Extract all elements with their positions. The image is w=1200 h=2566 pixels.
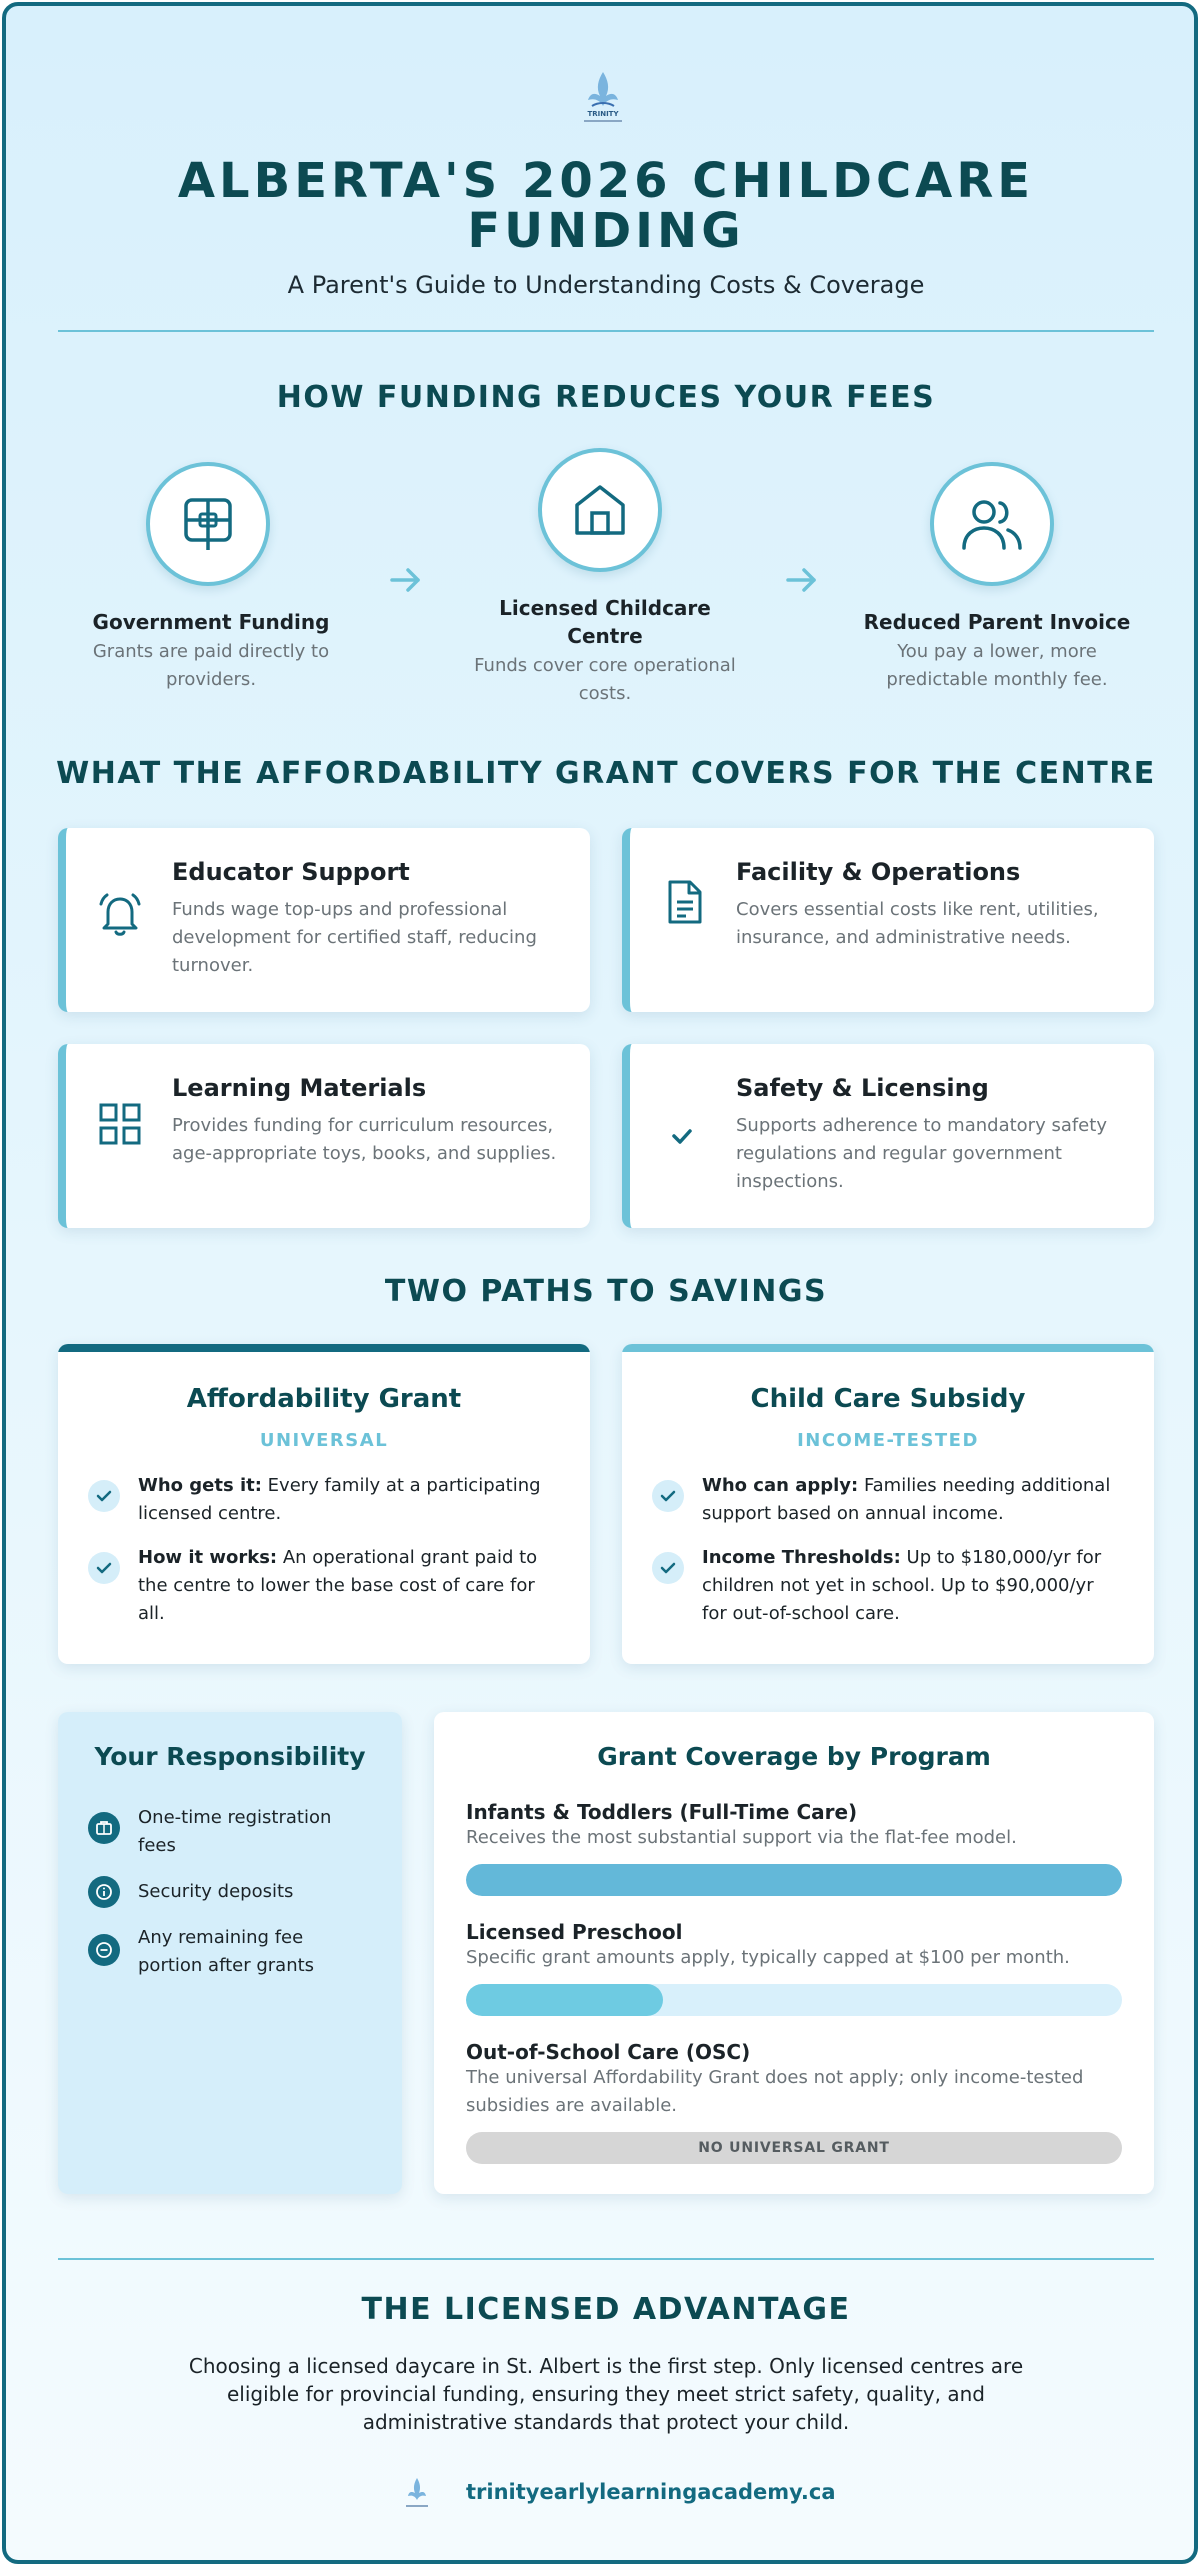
infographic [2,2,1198,2564]
divider [58,330,1154,332]
flow-step-desc: Funds cover core operational costs. [474,655,736,704]
bell-icon [96,890,144,938]
cover-card-desc: Covers essential costs like rent, utilities, insurance, and administrative needs. [736,899,1099,948]
check-icon [670,1124,694,1148]
section-title-funding-flow: HOW FUNDING REDUCES YOUR FEES [276,380,936,415]
path-item-text: An operational grant paid to the centre to lower the base cost of care for all. [138,1547,538,1624]
program-name: Infants & Toddlers (Full-Time Care) [466,1800,858,1824]
advantage-text: Choosing a licensed daycare in St. Albert is the first step. Only licensed centres are eligible for provincial funding, ensuring they meet strict safety, quality, and administrative standards that protect your child. [188,2354,1024,2434]
coverage-panel [434,1712,1154,2194]
cover-card-safety-licensing [622,1044,1154,1228]
arrow-right-icon [388,562,424,598]
flow-step-title: Reduced Parent Invoice [863,610,1131,634]
path-item-text: Families needing additional support based on annual income. [702,1475,1111,1524]
path-card-item [138,1544,558,1628]
path-card-item [702,1544,1122,1628]
home-icon [571,481,629,539]
flow-step-title: Licensed Childcare Centre [499,596,711,648]
minus-circle-icon [88,1934,120,1966]
coverage-bar-fill [466,1984,663,2016]
briefcase-icon [88,1812,120,1844]
cover-card-title: Learning Materials [172,1074,427,1102]
no-grant-badge: NO UNIVERSAL GRANT [466,2132,1122,2164]
document-icon [660,878,708,926]
page-title: ALBERTA'S 2026 CHILDCARE FUNDING [177,153,1035,259]
path-item-label: How it works: [138,1547,278,1568]
path-card-item [702,1472,1122,1528]
coverage-bar [466,1984,1122,2016]
responsibility-item: Security deposits [138,1881,294,1902]
info-icon [88,1876,120,1908]
cover-card-title: Educator Support [172,858,410,886]
cover-card-title: Facility & Operations [736,858,1021,886]
path-card-affordability-grant [58,1344,590,1664]
path-item-label: Who gets it: [138,1475,262,1496]
cover-card-educator-support [58,828,590,1012]
page-subtitle: A Parent's Guide to Understanding Costs & Coverage [287,271,925,299]
check-icon [652,1552,684,1584]
section-title-covers: WHAT THE AFFORDABILITY GRANT COVERS FOR THE CENTRE [56,756,1156,791]
cover-card-title: Safety & Licensing [736,1074,989,1102]
path-card-item [138,1472,558,1528]
check-icon [88,1552,120,1584]
users-icon [960,496,1024,552]
cover-card-facility-operations [622,828,1154,1012]
government-building-icon-circle [146,462,270,586]
program-desc: The universal Affordability Grant does not apply; only income-tested subsidies are available. [466,2067,1084,2116]
academy-logo [576,66,630,126]
flow-step-desc: You pay a lower, more predictable monthly fee. [886,641,1108,690]
responsibility-panel [58,1712,402,2194]
program-desc: Receives the most substantial support via the flat-fee model. [466,1827,1017,1848]
section-title-paths: TWO PATHS TO SAVINGS [384,1274,828,1309]
divider [58,2258,1154,2260]
government-building-icon [182,496,234,552]
path-card-child-care-subsidy [622,1344,1154,1664]
cover-card-learning-materials [58,1044,590,1228]
cover-card-desc: Funds wage top-ups and professional development for certified staff, reducing turnover. [172,899,537,976]
home-icon-circle [538,448,662,572]
path-card-tag: INCOME-TESTED [797,1430,979,1451]
card-accent-bar [58,1344,590,1352]
path-item-text: Up to $180,000/yr for children not yet in school. Up to $90,000/yr for out-of-school care. [702,1547,1102,1624]
logo-wordmark: TRINITY [587,110,619,118]
card-accent-bar [622,1344,1154,1352]
flow-step-title: Government Funding [92,610,330,634]
path-card-title: Affordability Grant [186,1384,462,1414]
users-icon-circle [930,462,1054,586]
flow-step-desc: Grants are paid directly to providers. [92,641,330,690]
footer-website-link[interactable]: trinityearlylearningacademy.ca [466,2480,836,2504]
grid-icon [96,1100,144,1148]
cover-card-desc: Supports adherence to mandatory safety regulations and regular government inspections. [736,1115,1107,1192]
path-item-text: Every family at a participating licensed centre. [138,1475,541,1524]
path-card-title: Child Care Subsidy [750,1384,1026,1414]
cover-card-desc: Provides funding for curriculum resources, age-appropriate toys, books, and supplies. [172,1115,557,1164]
path-item-label: Who can apply: [702,1475,859,1496]
coverage-title: Grant Coverage by Program [597,1742,991,1771]
path-item-label: Income Thresholds: [702,1547,901,1568]
check-icon [652,1480,684,1512]
responsibility-item: One-time registration fees [138,1807,332,1856]
responsibility-title: Your Responsibility [94,1742,366,1771]
coverage-bar-fill [466,1864,1122,1896]
responsibility-item: Any remaining fee portion after grants [138,1927,315,1976]
program-desc: Specific grant amounts apply, typically capped at $100 per month. [466,1947,1070,1968]
program-name: Licensed Preschool [466,1920,683,1944]
check-icon [88,1480,120,1512]
coverage-bar [466,1864,1122,1896]
academy-logo-small [400,2474,434,2514]
arrow-right-icon [784,562,820,598]
path-card-tag: UNIVERSAL [259,1430,389,1451]
program-name: Out-of-School Care (OSC) [466,2040,751,2064]
section-title-advantage: THE LICENSED ADVANTAGE [361,2292,851,2327]
